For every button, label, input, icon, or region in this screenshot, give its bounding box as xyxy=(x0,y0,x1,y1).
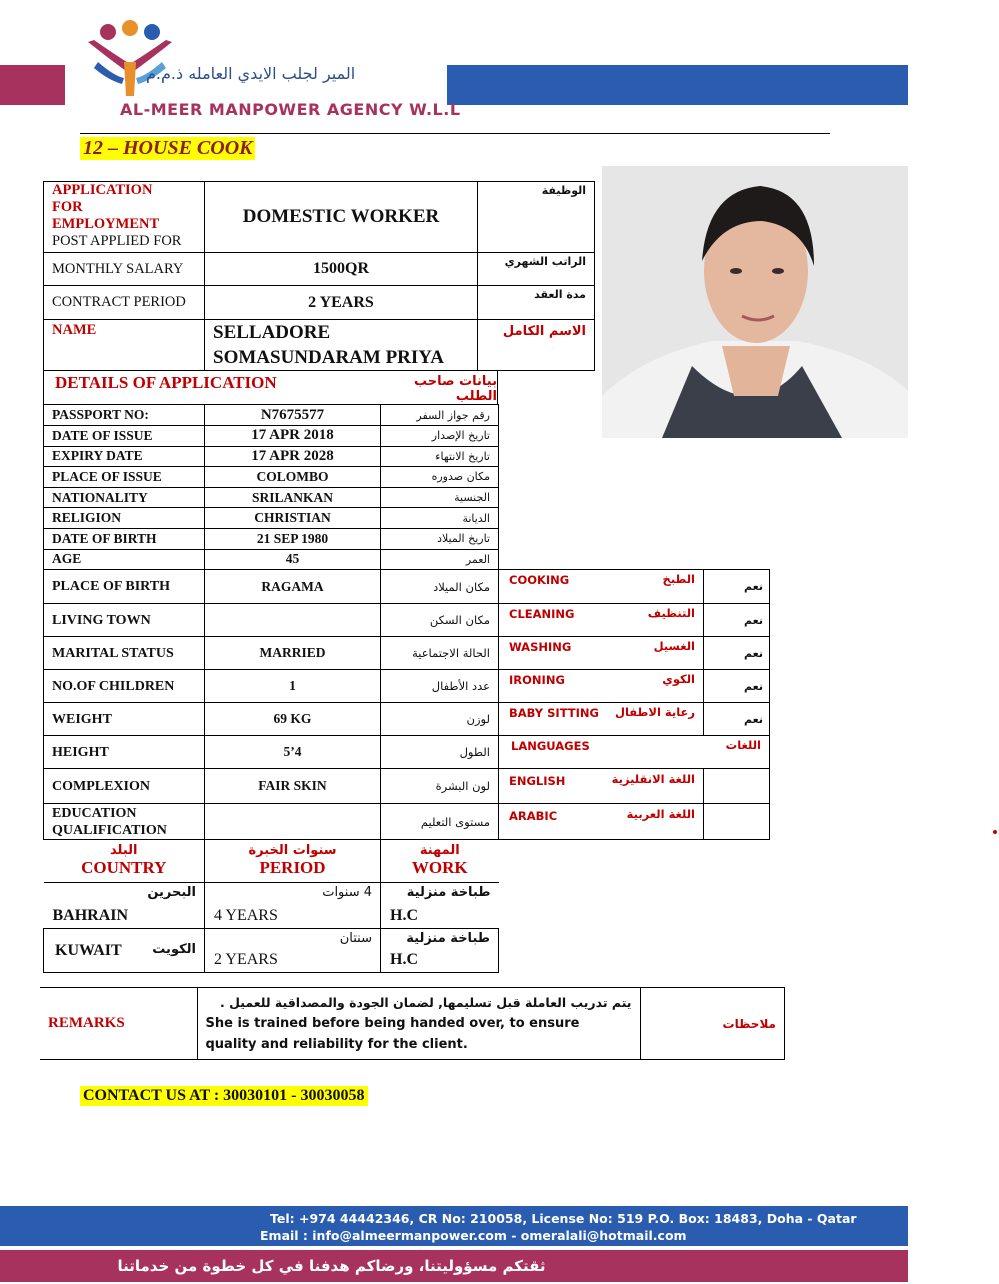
remarks-text-en: She is trained before being handed over, to ensure quality and reliability for the client. xyxy=(205,1016,580,1052)
contract-value: 2 YEARS xyxy=(205,286,478,320)
detail-label-ar: عدد الأطفال xyxy=(381,670,499,703)
exp-country: KUWAIT xyxy=(55,941,122,959)
period-header xyxy=(205,840,381,882)
skill-yes: نعم xyxy=(704,670,770,703)
remarks-text xyxy=(197,988,640,1060)
details-row xyxy=(44,426,499,447)
skill-name: COOKING xyxy=(509,573,570,587)
detail-label: HEIGHT xyxy=(44,736,205,769)
detail-label-ar: الطول xyxy=(381,736,499,769)
experience-row xyxy=(44,928,499,972)
remarks-label: REMARKS xyxy=(40,988,197,1060)
exp-country: BAHRAIN xyxy=(52,906,129,924)
details-row xyxy=(44,570,499,604)
skill-yes: نعم xyxy=(704,570,770,604)
post-label-ar: الوظيفة xyxy=(478,182,595,253)
name-value: SELLADORE SOMASUNDARAM PRIYA xyxy=(205,320,478,371)
post-value: DOMESTIC WORKER xyxy=(205,182,478,253)
exp-period-ar: 4 سنوات xyxy=(322,884,372,900)
skill-name-ar: الغسيل xyxy=(653,639,695,653)
post-label-cell xyxy=(44,182,205,253)
exp-work: H.C xyxy=(390,950,418,968)
detail-label: AGE xyxy=(44,549,205,570)
page-title: 12 – HOUSE COOK xyxy=(80,137,255,160)
detail-value: COLOMBO xyxy=(205,467,381,488)
skill-row xyxy=(499,670,770,703)
skill-yes: نعم xyxy=(704,637,770,670)
language-name-ar: اللغة الانقليزية xyxy=(611,772,695,786)
experience-row xyxy=(44,882,499,928)
detail-label: COMPLEXION xyxy=(44,769,205,804)
detail-label-ar: تاريخ الانتهاء xyxy=(381,446,499,467)
remarks-text-ar: يتم تدريب العاملة قبل تسليمها, لضمان الجودة والمصداقية للعميل . xyxy=(219,995,632,1010)
application-label: APPLICATION FOR EMPLOYMENT xyxy=(52,182,160,232)
detail-value xyxy=(205,604,381,637)
details-heading: DETAILS OF APPLICATION xyxy=(55,373,277,392)
languages-heading-row xyxy=(499,736,770,769)
name-label: NAME xyxy=(44,320,205,371)
exp-country-ar: الكويت xyxy=(152,941,196,957)
footer-line1: Tel: +974 44442346, CR No: 210058, License No: 519 P.O. Box: 18483, Doha - Qatar xyxy=(270,1211,857,1226)
company-name-english: AL-MEER MANPOWER AGENCY W.L.L xyxy=(120,100,461,119)
stray-dot xyxy=(993,830,997,834)
company-name-arabic: المير لجلب الايدي العامله ذ.م.م xyxy=(146,64,356,83)
detail-value: SRILANKAN xyxy=(205,487,381,508)
detail-label: RELIGION xyxy=(44,508,205,529)
languages-heading-ar: اللغات xyxy=(725,738,761,752)
detail-value: 5’4 xyxy=(205,736,381,769)
details-row xyxy=(44,703,499,736)
detail-label: MARITAL STATUS xyxy=(44,637,205,670)
detail-label-ar: لون البشرة xyxy=(381,769,499,804)
details-row xyxy=(44,405,499,426)
detail-label-ar: لوزن xyxy=(381,703,499,736)
remarks-label-ar: ملاحظات xyxy=(640,988,785,1060)
exp-period: 2 YEARS xyxy=(214,950,278,968)
detail-value: CHRISTIAN xyxy=(205,508,381,529)
details-row xyxy=(44,637,499,670)
name-label-ar: الاسم الكامل xyxy=(478,320,595,371)
details-row xyxy=(44,769,499,804)
details-table-2 xyxy=(43,569,499,840)
exp-period-ar: سنتان xyxy=(339,930,372,946)
detail-label: EDUCATION QUALIFICATION xyxy=(44,804,205,840)
detail-value: 21 SEP 1980 xyxy=(205,528,381,549)
skill-name: CLEANING xyxy=(509,607,575,621)
remarks-table xyxy=(40,987,785,1060)
detail-label: WEIGHT xyxy=(44,703,205,736)
details-row xyxy=(44,446,499,467)
exp-work: H.C xyxy=(390,906,418,924)
details-heading-bar xyxy=(43,371,498,404)
period-header-en: PERIOD xyxy=(259,858,326,878)
details-row xyxy=(44,487,499,508)
header-divider xyxy=(80,133,830,134)
language-name: ARABIC xyxy=(509,809,558,823)
detail-label-ar: مكان السكن xyxy=(381,604,499,637)
top-info-table xyxy=(43,181,595,371)
footer-slogan: ثقتكم مسؤوليتنا، ورضاكم هدفنا في كل خطوة من خدماتنا xyxy=(117,1257,546,1275)
footer-contact-bar xyxy=(0,1206,908,1246)
details-row xyxy=(44,528,499,549)
detail-label: DATE OF BIRTH xyxy=(44,528,205,549)
work-header xyxy=(381,840,499,882)
exp-work-ar: طباخة منزلية xyxy=(406,884,491,900)
work-header-en: WORK xyxy=(411,858,468,878)
details-row xyxy=(44,508,499,529)
detail-label-ar: مستوى التعليم xyxy=(381,804,499,840)
country-header xyxy=(44,840,205,882)
applicant-photo xyxy=(602,166,908,438)
detail-label-ar: العمر xyxy=(381,549,499,570)
skill-row xyxy=(499,637,770,670)
details-row xyxy=(44,670,499,703)
skill-name: WASHING xyxy=(509,640,572,654)
period-header-ar: سنوات الخبرة xyxy=(248,843,337,859)
details-row xyxy=(44,804,499,840)
footer-line2: Email : info@almeermanpower.com - omeralali@hotmail.com xyxy=(260,1228,687,1243)
detail-label-ar: تاريخ الميلاد xyxy=(381,528,499,549)
company-logo-icon xyxy=(84,18,176,98)
detail-value: N7675577 xyxy=(205,405,381,426)
detail-label: PLACE OF BIRTH xyxy=(44,570,205,604)
detail-label: NO.OF CHILDREN xyxy=(44,670,205,703)
language-level xyxy=(704,769,770,804)
country-header-ar: البلد xyxy=(110,843,138,859)
detail-value: 69 KG xyxy=(205,703,381,736)
language-row xyxy=(499,769,770,804)
exp-work-ar: طباخة منزلية xyxy=(406,930,490,946)
details-row xyxy=(44,604,499,637)
skill-name-ar: التنظيف xyxy=(647,606,695,620)
header-bar-left xyxy=(0,65,65,105)
language-name: ENGLISH xyxy=(509,774,566,788)
languages-heading: LANGUAGES xyxy=(511,739,590,753)
contract-label-ar: مدة العقد xyxy=(478,286,595,320)
skill-name: IRONING xyxy=(509,673,565,687)
skill-name-ar: الطبخ xyxy=(662,572,695,586)
detail-value xyxy=(205,804,381,840)
skills-table xyxy=(498,569,770,840)
person-portrait-icon xyxy=(602,166,908,438)
skill-row xyxy=(499,570,770,604)
detail-value: FAIR SKIN xyxy=(205,769,381,804)
language-row xyxy=(499,804,770,840)
country-header-en: COUNTRY xyxy=(81,858,167,878)
salary-value: 1500QR xyxy=(205,253,478,286)
skill-name-ar: رعاية الاطفال xyxy=(614,705,695,719)
detail-label-ar: الحالة الاجتماعية xyxy=(381,637,499,670)
detail-value: 17 APR 2028 xyxy=(205,446,381,467)
header-bar-right xyxy=(447,65,908,105)
detail-value: 17 APR 2018 xyxy=(205,426,381,447)
skill-name-ar: الكوي xyxy=(662,672,695,686)
detail-label: LIVING TOWN xyxy=(44,604,205,637)
contract-label: CONTRACT PERIOD xyxy=(44,286,205,320)
exp-period: 4 YEARS xyxy=(214,906,278,924)
details-table xyxy=(43,404,499,570)
salary-label-ar: الراتب الشهري xyxy=(478,253,595,286)
skill-name: BABY SITTING xyxy=(509,706,599,720)
detail-label-ar: الجنسية xyxy=(381,487,499,508)
skill-yes: نعم xyxy=(704,703,770,736)
language-level xyxy=(704,804,770,840)
detail-label: NATIONALITY xyxy=(44,487,205,508)
skill-yes: نعم xyxy=(704,604,770,637)
detail-label-ar: الديانة xyxy=(381,508,499,529)
detail-label: PASSPORT NO: xyxy=(44,405,205,426)
detail-label: DATE OF ISSUE xyxy=(44,426,205,447)
details-row xyxy=(44,549,499,570)
post-applied-label: POST APPLIED FOR xyxy=(52,233,182,249)
detail-label-ar: مكان الميلاد xyxy=(381,570,499,604)
exp-country-ar: البحرين xyxy=(147,884,196,900)
details-row xyxy=(44,467,499,488)
detail-label-ar: مكان صدوره xyxy=(381,467,499,488)
detail-label-ar: رقم جواز السفر xyxy=(381,405,499,426)
skill-row xyxy=(499,604,770,637)
experience-table xyxy=(43,840,499,973)
footer-slogan-bar xyxy=(0,1250,908,1282)
detail-value: 1 xyxy=(205,670,381,703)
detail-value: 45 xyxy=(205,549,381,570)
work-header-ar: المهنة xyxy=(419,843,460,859)
detail-value: MARRIED xyxy=(205,637,381,670)
detail-label: EXPIRY DATE xyxy=(44,446,205,467)
details-row xyxy=(44,736,499,769)
skill-row xyxy=(499,703,770,736)
detail-value: RAGAMA xyxy=(205,570,381,604)
salary-label: MONTHLY SALARY xyxy=(44,253,205,286)
contact-line: CONTACT US AT : 30030101 - 30030058 xyxy=(80,1086,368,1106)
details-heading-ar: بيانات صاحب الطلب xyxy=(414,374,497,404)
detail-label: PLACE OF ISSUE xyxy=(44,467,205,488)
detail-label-ar: تاريخ الإصدار xyxy=(381,426,499,447)
language-name-ar: اللغة العربية xyxy=(626,807,695,821)
